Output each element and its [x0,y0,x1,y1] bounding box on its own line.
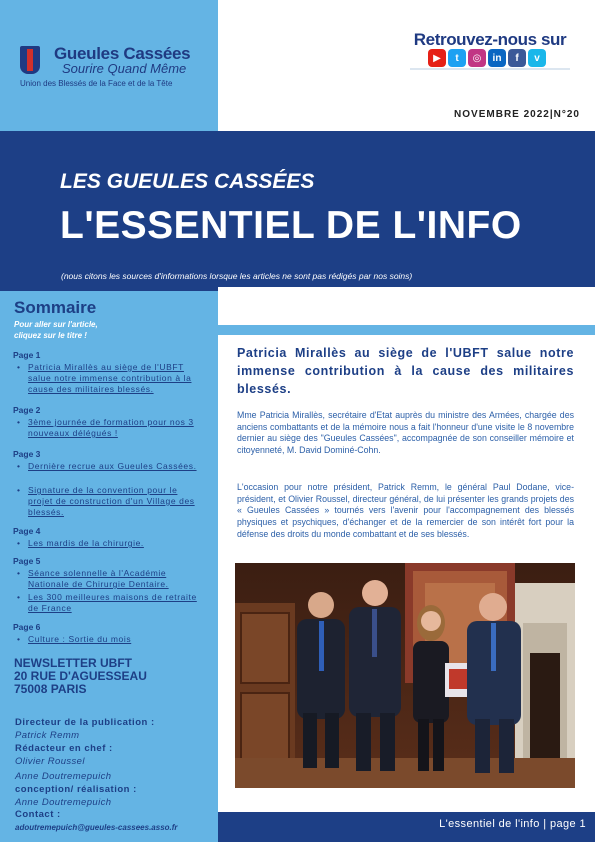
newsletter-street: 20 RUE D'AGUESSEAU [14,669,147,683]
banner-title: L'ESSENTIEL DE L'INFO [60,204,522,247]
article-title: Patricia Mirallès au siège de l'UBFT salue notre immense contribution à la cause des militaires blessés. [237,346,574,396]
bullet-icon: • [17,461,20,471]
toc-page-5: Page 5 [13,556,41,566]
article-photo [235,563,575,788]
toc-link-page6-article1[interactable]: • Culture : Sortie du mois [17,634,132,644]
toc-link-page4-article1[interactable]: • Les mardis de la chirurgie. [17,538,144,548]
contact-email[interactable]: adoutremepuich@gueules-cassees.asso.fr [15,823,178,832]
brand-name: Gueules Cassées [54,44,191,63]
director-name: Patrick Remm [15,730,80,741]
shield-logo-icon [20,46,40,74]
toc-heading: Sommaire [14,298,97,317]
bullet-icon: • [17,592,20,602]
bullet-icon: • [17,362,20,372]
toc-link-page5-article2[interactable]: • Les 300 meilleures maisons de retraite de France [17,592,197,613]
bullet-icon: • [17,417,20,427]
issue-date: NOVEMBRE 2022|N°20 [454,109,580,120]
newsletter-city: 75008 PARIS [14,682,87,696]
toc-page-3: Page 3 [13,449,41,459]
bullet-icon: • [17,538,20,548]
toc-page-6: Page 6 [13,622,41,632]
newsletter-name: NEWSLETTER UBFT [14,656,132,670]
facebook-icon[interactable]: f [508,49,526,67]
toc-page-4: Page 4 [13,526,41,536]
brand-tagline: Union des Blessés de la Face et de la Tête [20,79,173,88]
social-title: Retrouvez-nous sur [413,30,567,49]
bullet-icon: • [17,485,20,495]
bullet-icon: • [17,568,20,578]
social-divider [410,68,570,70]
designer-name: Anne Doutremepuich [15,797,112,808]
toc-link-page3-article2[interactable]: • Signature de la convention pour le projet de construction d'un Village des blessés. [17,485,195,517]
banner-note: (nous citons les sources d'informations lorsque les articles ne sont pas rédigés par nos soins) [61,271,413,281]
newsletter-address [14,657,214,696]
toc-page-2: Page 2 [13,405,41,415]
vimeo-icon[interactable]: v [528,49,546,67]
article-paragraph-1: Mme Patricia Mirallès, secrétaire d'Etat auprès du ministre des Armées, chargée des anciens combattants et de la mémoire nous a fait l'honneur d'une visite le 8 novembre dernier au siège des "Gueules Cassées", accompagnée de son conseiller mémoire et citoyenneté, M. David Dominé-Cohn. [237,410,574,456]
banner-subtitle: LES GUEULES CASSÉES [60,170,315,193]
linkedin-icon[interactable]: in [488,49,506,67]
editor-name-2: Anne Doutremepuich [15,771,112,782]
editor-name-1: Olivier Roussel [15,756,85,767]
youtube-icon[interactable]: ▶ [428,49,446,67]
design-label: conception/ réalisation : [15,784,137,795]
bullet-icon: • [17,634,20,644]
twitter-icon[interactable]: t [448,49,466,67]
article-paragraph-2: L'occasion pour notre président, Patrick Remm, le général Paul Dodane, vice-président, et Olivier Roussel, directeur général, de lui présenter les grands projets des « Gueules Cassées » tournés vers l'avenir pour l'accompagnement des blessés physiques et psychiques, d'échanger et de la remercier de son intérêt fort pour la défense des droits du monde combattant et de ses blessés. [237,482,574,539]
banner-extension [0,287,218,291]
article-accent-bar [218,325,595,335]
brand-motto: Sourire Quand Même [62,61,187,76]
director-label: Directeur de la publication : [15,717,155,728]
toc-page-1: Page 1 [13,350,41,360]
toc-link-page3-article1[interactable]: • Dernière recrue aux Gueules Cassées. [17,461,197,471]
contact-label: Contact : [15,809,61,820]
toc-link-page5-article1[interactable]: • Séance solennelle à l'Académie Nationale de Chirurgie Dentaire. [17,568,169,589]
toc-link-page2-article1[interactable]: • 3ème journée de formation pour nos 3 nouveaux délégués ! [17,417,194,438]
toc-hint: Pour aller sur l'article, cliquez sur le titre ! [14,320,98,340]
instagram-icon[interactable]: ◎ [468,49,486,67]
gueules-cassees-logo[interactable] [18,44,208,92]
social-icons [428,49,552,67]
toc-link-page1-article1[interactable]: • Patricia Mirallès au siège de l'UBFT salue notre immense contribution à la cause des militaires blessés. [17,362,192,394]
editor-label: Rédacteur en chef : [15,743,113,754]
footer-page-label: L'essentiel de l'info | page 1 [439,818,586,830]
